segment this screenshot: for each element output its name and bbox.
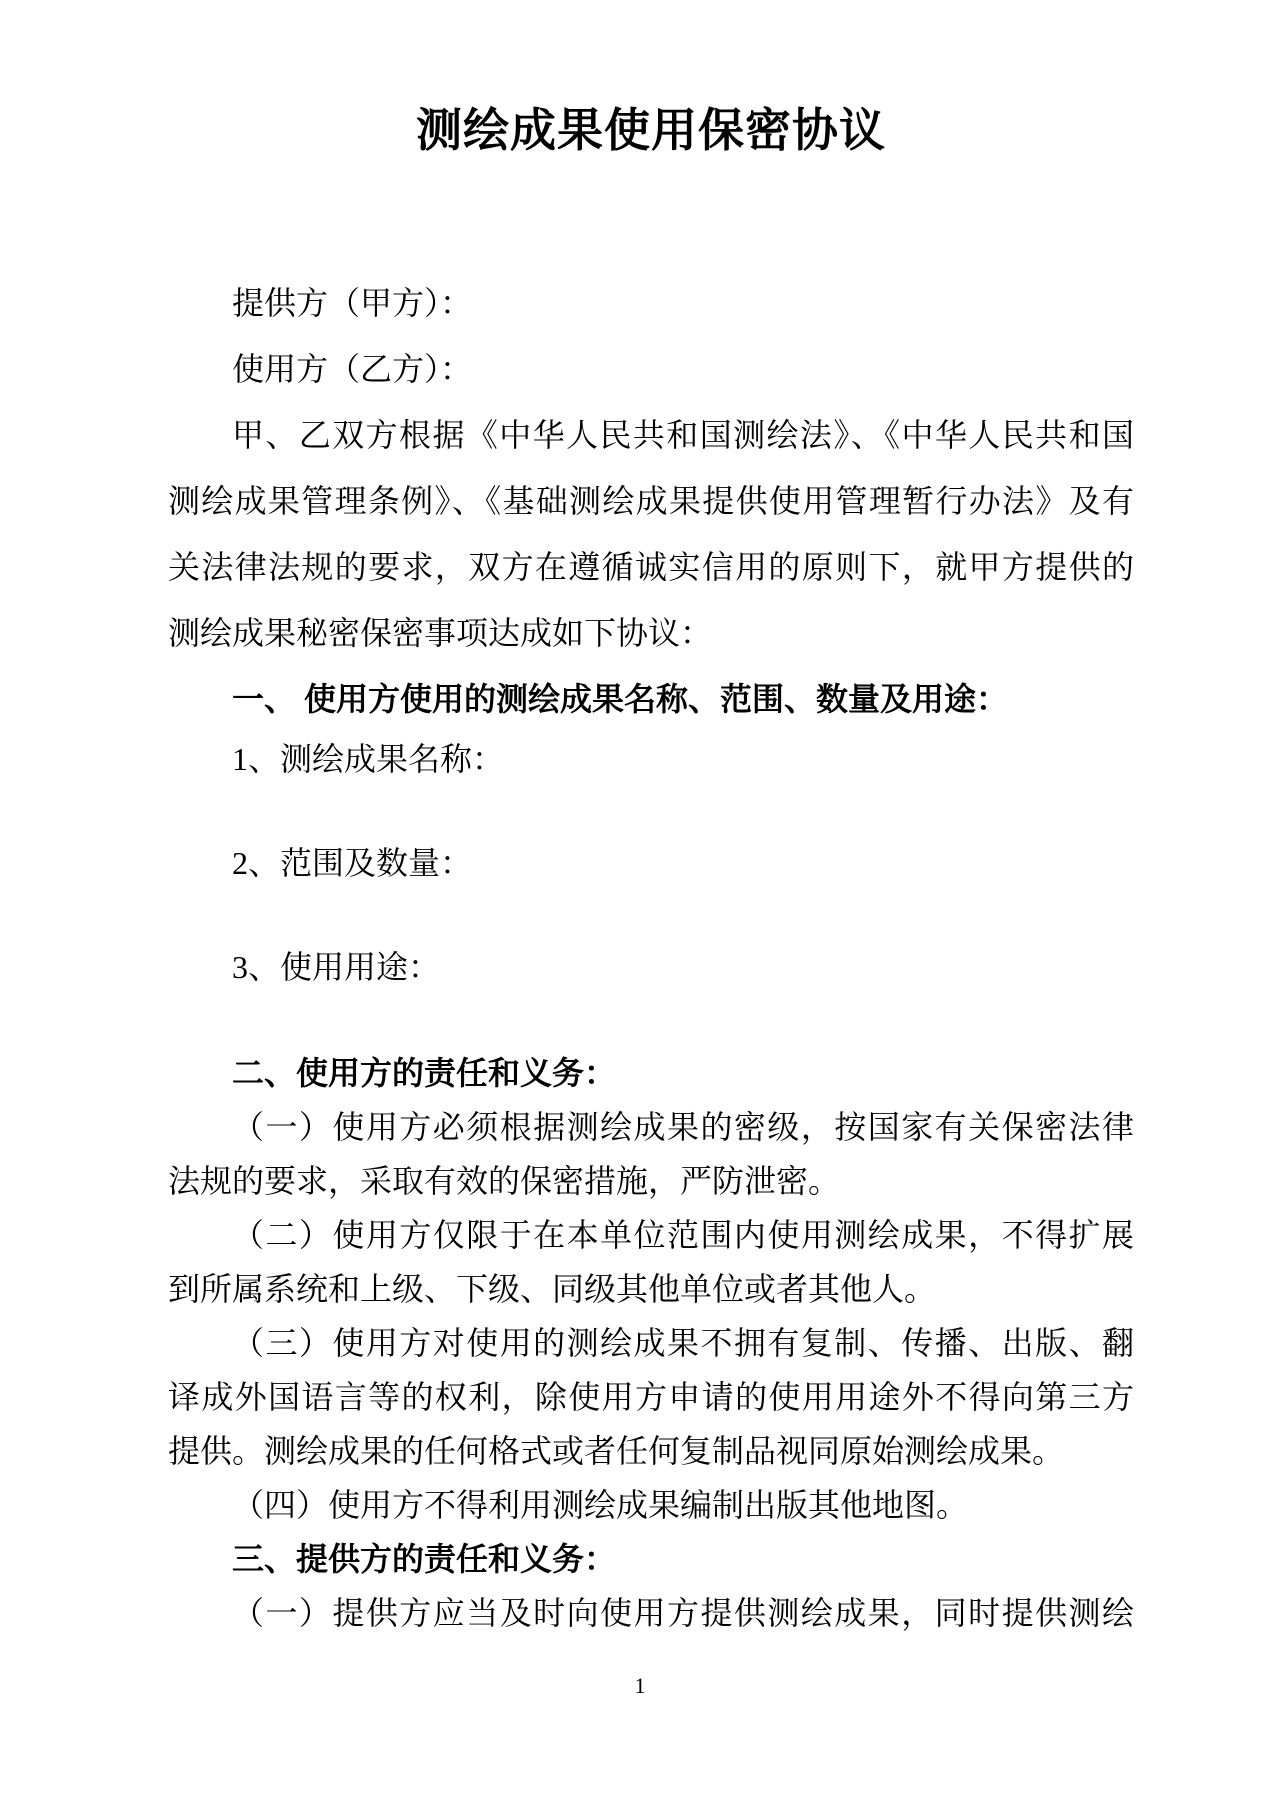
document-line: 甲、乙双方根据《中华人民共和国测绘法》、《中华人民共和国 [232,417,1134,453]
document-title: 测绘成果使用保密协议 [416,104,886,156]
document-line: 一、 使用方使用的测绘成果名称、范围、数量及用途： [232,681,1009,717]
document-line: （一）使用方必须根据测绘成果的密级，按国家有关保密法律 [232,1109,1134,1145]
document-line: 2、范围及数量： [232,845,473,881]
document-line: 测绘成果秘密保密事项达成如下协议： [168,615,713,651]
document-line: 使用方（乙方）： [232,351,473,387]
document-line: 三、提供方的责任和义务： [232,1541,617,1577]
document-line: 法规的要求，采取有效的保密措施，严防泄密。 [168,1163,841,1199]
page-number: 1 [634,1673,646,1698]
document-line: （一）提供方应当及时向使用方提供测绘成果，同时提供测绘 [232,1595,1134,1631]
document-line: 测绘成果管理条例》、《基础测绘成果提供使用管理暂行办法》及有 [168,483,1134,519]
document-line: 译成外国语言等的权利，除使用方申请的使用用途外不得向第三方 [168,1379,1134,1415]
document-line: 3、使用用途： [232,949,441,985]
document-line: 1、测绘成果名称： [232,741,505,777]
document-line: 二、使用方的责任和义务： [232,1055,617,1091]
document-line: （四）使用方不得利用测绘成果编制出版其他地图。 [232,1487,969,1523]
document-line: 到所属系统和上级、下级、同级其他单位或者其他人。 [168,1271,937,1307]
document-line: （二）使用方仅限于在本单位范围内使用测绘成果，不得扩展 [232,1217,1134,1253]
document-content [0,100,1280,1640]
document-line: 提供。测绘成果的任何格式或者任何复制品视同原始测绘成果。 [168,1433,1065,1469]
document-line: （三）使用方对使用的测绘成果不拥有复制、传播、出版、翻 [232,1325,1134,1361]
document-line: 提供方（甲方）： [232,285,473,321]
document-line: 关法律法规的要求，双方在遵循诚实信用的原则下，就甲方提供的 [168,549,1134,585]
document-body [168,270,1134,1640]
